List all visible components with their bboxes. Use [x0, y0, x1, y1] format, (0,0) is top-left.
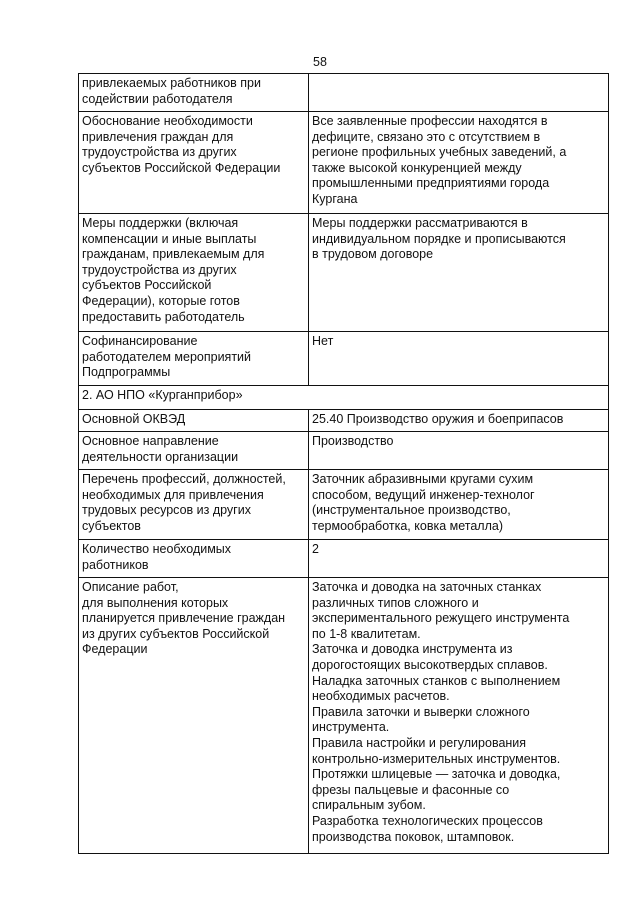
row-value: Производство — [309, 432, 609, 470]
row-label: Меры поддержки (включая компенсации и иные выплаты гражданам, привлекаемым для трудоустройства из других субъектов Российской Федерации), которые готов предоставить работодатель — [79, 214, 309, 332]
section-heading-row — [79, 386, 609, 410]
row-label: привлекаемых работников при содействии работодателя — [79, 74, 309, 112]
row-label: Софинансирование работодателем мероприятий Подпрограммы — [79, 332, 309, 386]
table-row — [79, 112, 609, 214]
table-row — [79, 74, 609, 112]
row-value: 25.40 Производство оружия и боеприпасов — [309, 410, 609, 432]
row-value: 2 — [309, 540, 609, 578]
table-row — [79, 540, 609, 578]
row-label: Основной ОКВЭД — [79, 410, 309, 432]
row-label: Обоснование необходимости привлечения граждан для трудоустройства из других субъектов Российской Федерации — [79, 112, 309, 214]
document-table — [78, 73, 609, 854]
row-value: Все заявленные профессии находятся в дефиците, связано это с отсутствием в регионе профильных учебных заведений, а также высокой конкуренцией между промышленными предприятиями города Кургана — [309, 112, 609, 214]
page-number: 58 — [313, 55, 327, 69]
table-row — [79, 578, 609, 854]
row-label: Количество необходимых работников — [79, 540, 309, 578]
row-value — [309, 74, 609, 112]
row-value: Меры поддержки рассматриваются в индивидуальном порядке и прописываются в трудовом договоре — [309, 214, 609, 332]
row-value: Нет — [309, 332, 609, 386]
table-row — [79, 214, 609, 332]
row-label: Основное направление деятельности организации — [79, 432, 309, 470]
row-label: Описание работ, для выполнения которых планируется привлечение граждан из других субъектов Российской Федерации — [79, 578, 309, 854]
table-row — [79, 332, 609, 386]
row-value: Заточка и доводка на заточных станках различных типов сложного и экспериментального режущего инструмента по 1-8 квалитетам. Заточка и доводка инструмента из дорогостоящих высокотвердых сплавов. Наладка заточных станков с выполнением необходимых расчетов. Правила заточки и выверки сложного инструмента. Правила настройки и регулирования контрольно-измерительных инструментов. Протяжки шлицевые — заточка и доводка, фрезы пальцевые и фасонные со спиральным зубом. Разработка технологических процессов производства поковок, штамповок. — [309, 578, 609, 854]
row-value: Заточник абразивными кругами сухим способом, ведущий инженер-технолог (инструментальное производство, термообработка, ковка металла) — [309, 470, 609, 540]
row-label: Перечень профессий, должностей, необходимых для привлечения трудовых ресурсов из других субъектов — [79, 470, 309, 540]
table-row — [79, 432, 609, 470]
section-heading: 2. АО НПО «Курганприбор» — [79, 386, 609, 410]
table-row — [79, 410, 609, 432]
table-row — [79, 470, 609, 540]
